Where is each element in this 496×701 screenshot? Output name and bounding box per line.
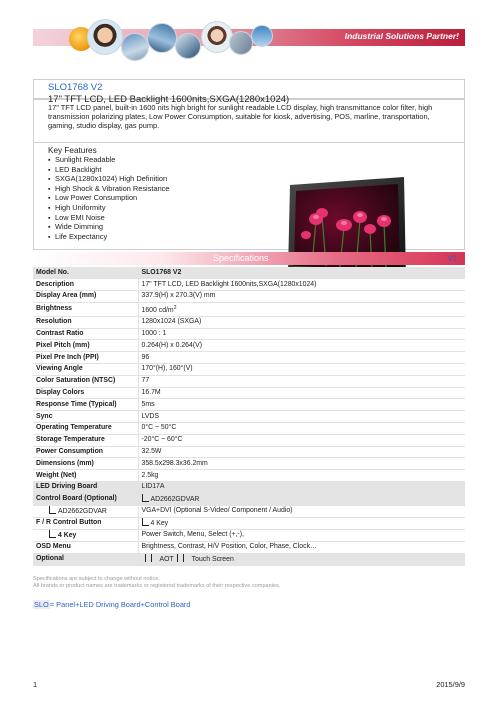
table-row bbox=[33, 553, 465, 565]
table-row bbox=[33, 279, 465, 291]
spec-value bbox=[138, 302, 465, 316]
table-row bbox=[33, 434, 465, 446]
table-row bbox=[33, 411, 465, 423]
table-row bbox=[33, 493, 465, 505]
product-description: 17" TFT LCD panel, built-in 1600 nits high bright for sunlight readable LCD display, high transmittance color filter, high transmission polarizing plates, Low Power Consumption, suitable for kiosk, advertising, POS, marline, transportation, gaming, studio display, gas pump. bbox=[34, 99, 464, 143]
optional-touch-screen: Touch Screen bbox=[191, 555, 234, 563]
spec-label: Control Board (Optional) bbox=[33, 493, 138, 505]
spec-value: 0.264(H) x 0.264(V) bbox=[138, 340, 465, 352]
spec-value: 17" TFT LCD, LED Backlight 1600nits,SXGA(1280x1024) bbox=[138, 279, 465, 291]
spec-label: LED Driving Board bbox=[33, 482, 138, 494]
banner-photo-collage bbox=[69, 19, 299, 71]
spec-label: OSD Menu bbox=[33, 541, 138, 553]
spec-label: Contrast Ratio bbox=[33, 328, 138, 340]
page-number: 1 bbox=[33, 680, 38, 689]
spec-value: 358.5x298.3x36.2mm bbox=[138, 458, 465, 470]
features-title: Key Features bbox=[48, 146, 97, 155]
banner-photo-screen bbox=[251, 25, 273, 47]
spec-value: 337.9(H) x 270.3(V) mm bbox=[138, 291, 465, 303]
feature-item: ▪ Wide Dimming bbox=[48, 223, 169, 233]
spec-label: Brightness bbox=[33, 302, 138, 316]
spec-label: Resolution bbox=[33, 316, 138, 328]
spec-label: Viewing Angle bbox=[33, 364, 138, 376]
spec-value: 0°C ~ 50°C bbox=[138, 423, 465, 435]
specifications-version: V1 bbox=[447, 254, 457, 263]
spec-value bbox=[138, 517, 465, 529]
disclaimer-line: All brands or product names are trademarks or registered trademarks of their respective companies. bbox=[33, 583, 281, 590]
table-row bbox=[33, 423, 465, 435]
spec-label: Response Time (Typical) bbox=[33, 399, 138, 411]
table-row bbox=[33, 529, 465, 541]
checkbox-icon bbox=[49, 506, 56, 514]
feature-item: ▪ Low EMI Noise bbox=[48, 214, 169, 224]
product-code: SLO1768 V2 bbox=[48, 82, 103, 93]
spec-label: Storage Temperature bbox=[33, 434, 138, 446]
table-row bbox=[33, 328, 465, 340]
spec-label: Display Area (mm) bbox=[33, 291, 138, 303]
control-board-option-label: AD2662GDVAR bbox=[58, 507, 107, 515]
separator-icon bbox=[177, 554, 178, 562]
spec-value: LVDS bbox=[138, 411, 465, 423]
spec-label: F / R Control Button bbox=[33, 517, 138, 529]
checkbox-icon bbox=[142, 494, 149, 502]
spec-label bbox=[33, 505, 138, 517]
checkbox-icon bbox=[49, 530, 56, 538]
spec-value: 2.5kg bbox=[138, 470, 465, 482]
spec-value: 96 bbox=[138, 352, 465, 364]
table-row bbox=[33, 446, 465, 458]
table-row bbox=[33, 505, 465, 517]
table-row bbox=[33, 517, 465, 529]
spec-label: Weight (Net) bbox=[33, 470, 138, 482]
spec-value: LID17A bbox=[138, 482, 465, 494]
table-row bbox=[33, 316, 465, 328]
spec-value: Brightness, Contrast, H/V Position, Color, Phase, Clock… bbox=[138, 541, 465, 553]
spec-label: Operating Temperature bbox=[33, 423, 138, 435]
features-list bbox=[48, 156, 169, 242]
spec-value: 16.7M bbox=[138, 387, 465, 399]
checkbox-icon bbox=[183, 554, 190, 562]
table-row bbox=[33, 291, 465, 303]
table-row bbox=[33, 352, 465, 364]
table-row bbox=[33, 387, 465, 399]
table-row bbox=[33, 364, 465, 376]
brightness-value: 1600 cd/m bbox=[141, 306, 174, 314]
spec-label: Power Consumption bbox=[33, 446, 138, 458]
spec-value bbox=[138, 553, 465, 565]
product-overview bbox=[33, 79, 465, 250]
spec-value: 5ms bbox=[138, 399, 465, 411]
key-features-section bbox=[34, 143, 464, 241]
spec-label: Pixel Pre Inch (PPI) bbox=[33, 352, 138, 364]
table-row bbox=[33, 267, 465, 279]
checkbox-icon bbox=[151, 554, 158, 562]
disclaimer bbox=[33, 576, 280, 590]
banner-photo-device bbox=[229, 31, 253, 55]
slo-legend bbox=[33, 600, 191, 609]
legend-text: = Panel+LED Driving Board+Control Board bbox=[49, 600, 191, 609]
feature-item: ▪ Low Power Consumption bbox=[48, 194, 169, 204]
feature-item: ▪ High Shock & Vibration Resistance bbox=[48, 185, 169, 195]
table-row bbox=[33, 470, 465, 482]
header-banner bbox=[33, 19, 465, 71]
spec-value: 77 bbox=[138, 375, 465, 387]
banner-photo-woman bbox=[201, 21, 233, 53]
spec-label: Pixel Pitch (mm) bbox=[33, 340, 138, 352]
banner-photo-person bbox=[87, 19, 123, 55]
table-row bbox=[33, 302, 465, 316]
control-button-value: 4 Key bbox=[150, 519, 169, 527]
document-date: 2015/9/9 bbox=[436, 680, 465, 689]
brightness-unit-superscript: 2 bbox=[173, 304, 177, 311]
feature-item: ▪ High Uniformity bbox=[48, 204, 169, 214]
banner-photo-monitor bbox=[147, 23, 177, 53]
spec-value: SLO1768 V2 bbox=[138, 267, 465, 279]
banner-tagline: Industrial Solutions Partner! bbox=[344, 31, 459, 41]
optional-aot: AOT bbox=[159, 555, 174, 563]
spec-label: Dimensions (mm) bbox=[33, 458, 138, 470]
legend-code: SLO bbox=[34, 600, 49, 609]
control-board-model: AD2662GDVAR bbox=[150, 495, 200, 503]
spec-value: 1280x1024 (SXGA) bbox=[138, 316, 465, 328]
table-row bbox=[33, 458, 465, 470]
specifications-table bbox=[33, 267, 465, 566]
spec-label: Optional bbox=[33, 553, 138, 565]
spec-value: -20°C ~ 60°C bbox=[138, 434, 465, 446]
spec-label: Sync bbox=[33, 411, 138, 423]
spec-value: Power Switch, Menu, Select (+,-), bbox=[138, 529, 465, 541]
table-row bbox=[33, 482, 465, 494]
checkbox-icon bbox=[142, 518, 149, 526]
table-row bbox=[33, 375, 465, 387]
feature-item: ▪ Sunlight Readable bbox=[48, 156, 169, 166]
disclaimer-line: Specifications are subject to change without notice. bbox=[33, 576, 160, 582]
product-subtitle: 17" TFT LCD, LED Backlight 1600nits,SXGA(1280x1024) bbox=[48, 94, 290, 105]
banner-photo-kiosk bbox=[121, 33, 149, 61]
feature-item: ▪ LED Backlight bbox=[48, 166, 169, 176]
feature-item: ▪ Life Expectancy bbox=[48, 233, 169, 243]
spec-value: 170°(H), 160°(V) bbox=[138, 364, 465, 376]
spec-value: VGA+DVI (Optional S-Video/ Component / Audio) bbox=[138, 505, 465, 517]
spec-label: Color Saturation (NTSC) bbox=[33, 375, 138, 387]
spec-label: Display Colors bbox=[33, 387, 138, 399]
banner-photo-display bbox=[175, 33, 201, 59]
table-row bbox=[33, 399, 465, 411]
table-row bbox=[33, 541, 465, 553]
spec-label: Description bbox=[33, 279, 138, 291]
spec-label bbox=[33, 529, 138, 541]
specifications-title: Specifications bbox=[213, 253, 269, 263]
feature-item: ▪ SXGA(1280x1024) High Definition bbox=[48, 175, 169, 185]
spec-value: 1000 : 1 bbox=[138, 328, 465, 340]
spec-label: Model No. bbox=[33, 267, 138, 279]
table-row bbox=[33, 340, 465, 352]
key-option-label: 4 Key bbox=[58, 531, 77, 539]
specifications-header bbox=[33, 252, 465, 265]
spec-value bbox=[138, 493, 465, 505]
spec-value: 32.5W bbox=[138, 446, 465, 458]
separator-icon bbox=[145, 554, 146, 562]
